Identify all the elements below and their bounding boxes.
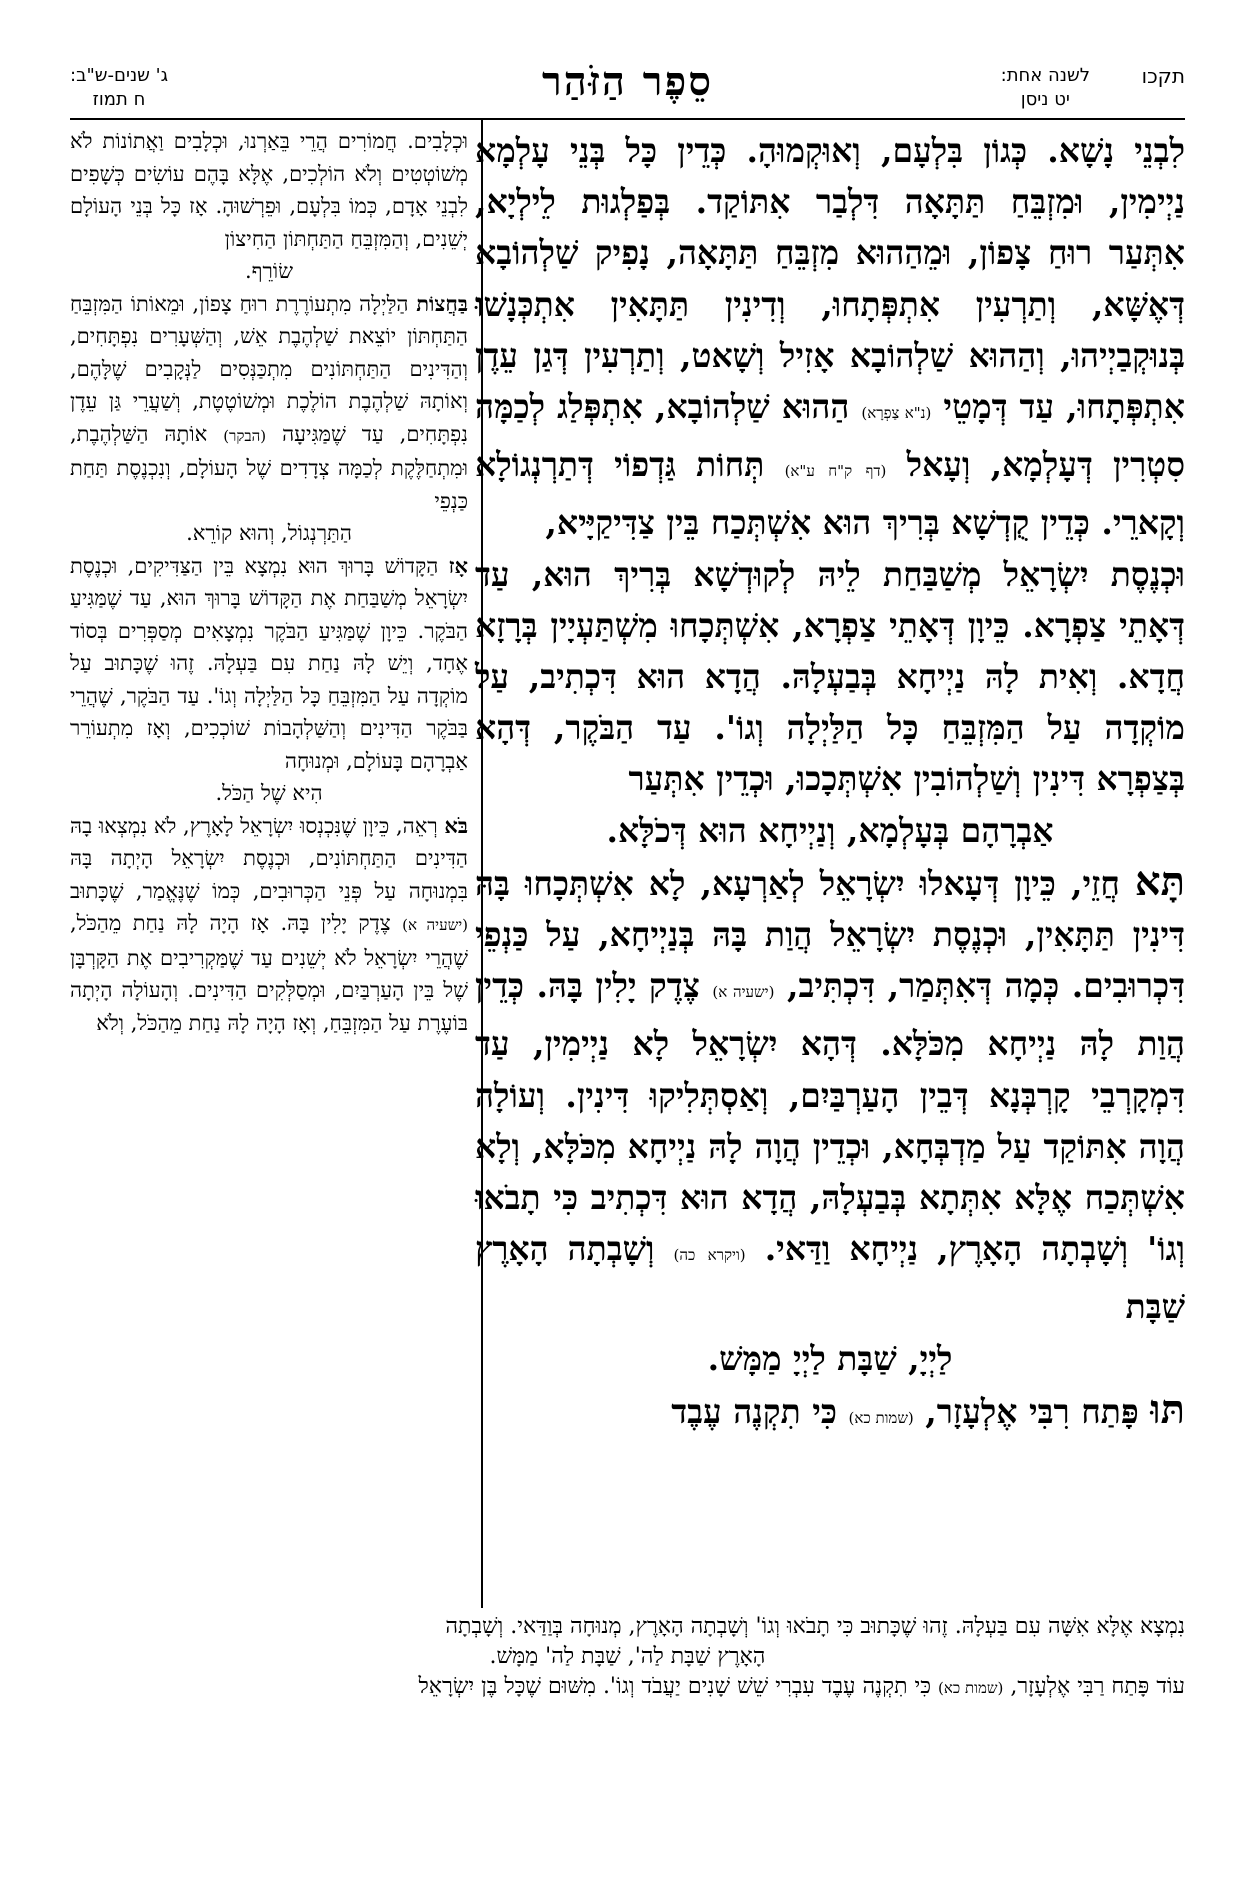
aramaic-column [475,125,1185,1444]
translation-paragraph [70,810,468,1040]
one-year-label: לשנה אחת: [1000,65,1090,86]
source-note: (שמות כא) [938,1679,1004,1697]
aramaic-line-end: לַיְיָ, שַׁבָּת לַיְיָ מַמָּשׁ. [707,1338,953,1378]
aramaic-text: כִּי תִקְנֶה עֶבֶד [671,1391,837,1431]
aramaic-paragraph [475,856,1185,1333]
three-year-label: ג' שנים-ש"ב: [70,65,169,86]
footer-text: כִּי תִקְנֶה עֶבֶד עִבְרִי שֵׁשׁ שָׁנִים יַעֲבֹד וְגוֹ'. מִשּׁוּם שֶׁכָּל בֶּן יִשְׂרָאֵל [418,1674,932,1699]
translation-text: וּכְלָבִים. חֲמוֹרִים הֲרֵי בֵּאַרְנוּ, וּכְלָבִים וַאֲתוֹנוֹת לֹא מְשׁוֹטְטִים וְלֹא הוֹלְכִים, אֶלָּא בָּהֶם עוֹשִׂים כְּשָׁפִים לִבְנֵי אָדָם, כְּמוֹ בִּלְעָם, וּפֵרְשׁוּהָ. אָז כָּל בְּנֵי הָעוֹלָם יְשֵׁנִים, וְהַמִּזְבֵּחַ הַתַּחְתּוֹן הַחִיצוֹן [70,129,468,251]
source-note: (ישעיה א) [712,983,775,1002]
source-note: (נ"א צַפְרָא) [861,404,932,423]
source-note: (ישעיה א) [402,916,468,934]
translation-paragraph [70,125,468,255]
translation-line-end: שׂוֹרֵף. [244,259,294,283]
translation-text: אוֹתָהּ הַשַּׁלְהֶבֶת, וּמִתְחַלֶּקֶת לְכַמָּה צְדָדִים שֶׁל הָעוֹלָם, וְנִכְנֶסֶת תַּחַת כַּנְפֵי [70,421,468,513]
translation-column [70,125,468,1039]
page-header [70,58,1185,118]
aramaic-text: וְשָׁבְתָה הָאָרֶץ שַׁבָּת [475,1229,1185,1327]
lead-word: תָּא [1134,857,1185,905]
source-note: (שמות כא) [848,1408,914,1427]
footer-line-end: הָאָרֶץ שַׁבָּת לַה', שַׁבָּת לַה' מַמָּשׁ. [489,1644,766,1669]
footer-text: עוֹד פָּתַח רַבִּי אֶלְעָזָר, [1010,1674,1185,1699]
aramaic-paragraph [475,1384,1185,1444]
header-rule [70,118,1185,120]
aramaic-text: וּכְנֶסֶת יִשְׂרָאֵל מְשַׁבַּחַת לֵיהּ לְקוּדְשָׁא בְּרִיךְ הוּא, עַד דְּאָתֵי צַפְרָא. כֵּיוָן דְּאָתֵי צַפְרָא, אִשְׁתְּכָחוּ מִשְׁתַּעְיָין בְּרָזָא חֲדָא. וְאִית לָהּ נַיְיחָא בְּבַעְלָהּ. הֲדָא הוּא דִּכְתִיב, עַל מוֹקְדָה עַל הַמִּזְבֵּחַ כָּל הַלַּיְלָה וְגוֹ'. עַד הַבֹּקֶר, דְּהָא בְּצַפְרָא דִּינִין וְשַׁלְהוֹבִין אִשְׁתְּכָכוּ, וּכְדֵין אִתְּעַר [475,554,1185,799]
footer-translation [70,1612,1185,1703]
three-year-schedule [70,64,168,112]
footer-paragraph [70,1672,1185,1703]
footer-text: נִמְצָא אֶלָּא אִשָּׁה עִם בַּעְלָהּ. זֶהוּ שֶׁכָּתוּב כִּי תָבֹאוּ וְגוֹ' וְשָׁבְתָה הָאָרֶץ, מְנוּחָה בְּוַדַּאי. וְשָׁבְתָה [445,1614,1185,1639]
translation-paragraph [70,288,468,518]
aramaic-text: צֶדֶק יָלִין בָּהּ. כְּדֵין הֲוַת לָהּ נַיְיחָא מִכֹּלָּא. דְּהָא יִשְׂרָאֵל לָא נַיְימִין, עַד דִּמְקָרְבֵי קָרְבְּנָא דְּבֵין הָעַרְבַּיִם, וְאַסְתְּלִיקוּ דִּינִין. וְעוֹלָה הֲוָה אִתּוֹקַד עַל מַדְבְּחָא, וּכְדֵין הֲוָה לָהּ נַיְיחָא מִכֹּלָּא, וְלָא אִשְׁתְּכַח אֶלָּא אִתְּתָא בְּבַעְלָהּ, הֲדָא הוּא דִּכְתִיב כִּי תָבֹאוּ וְגוֹ' וְשָׁבְתָה הָאָרֶץ, נַיְיחָא וַדַּאי. [475,966,1185,1269]
lead-word: אָז [448,552,468,578]
source-note: (ויקרא כה) [673,1246,746,1265]
aramaic-paragraph [475,125,1185,549]
translation-paragraph [70,550,468,778]
lead-word: בֹּא [444,812,468,838]
aramaic-line-end: אַבְרָהָם בְּעָלְמָא, וְנַיְיחָא הוּא דְּכֹלָּא. [606,810,1054,850]
aramaic-text: תְּחוֹת גַּדְפוֹי דְּתַרְנְגוֹלָא וְקָארֵי. כְּדֵין קֻדְשָׁא בְּרִיךְ הוּא אִשְׁתְּכַח בֵּין צַדִּיקַיָּיא, [475,445,1185,543]
translation-text: הַלַּיְלָה מִתְעוֹרֶרֶת רוּחַ צָפוֹן, וּמֵאוֹתוֹ הַמִּזְבֵּחַ הַתַּחְתּוֹן יוֹצֵאת שַׁלְהֶבֶת אֵשׁ, וְהַשְּׁעָרִים נִפְתָּחִים, וְהַדִּינִים הַתַּחְתּוֹנִים מִתְכַּנְּסִים לַנְּקָבִים שֶׁלָּהֶם, וְאוֹתָהּ שַׁלְהֶבֶת הוֹלֶכֶת וּמְשׁוֹטֶטֶת, וְשַׁעֲרֵי גַּן עֵדֶן נִפְתָּחִים, עַד שֶׁמַּגִּיעָה [70,291,468,446]
lead-word: בַּחֲצוֹת [416,290,468,316]
source-note: (דף ק"ח ע"א) [784,462,887,481]
one-year-date: יט ניסן [1020,89,1070,110]
footer-paragraph [70,1612,1185,1642]
translation-text: צֶדֶק יָלִין בָּהּ. אָז הָיָה לָהּ נַחַת מֵהַכֹּל, שֶׁהֲרֵי יִשְׂרָאֵל לֹא יְשֵׁנִים עַד שֶׁמַּקְרִיבִים אֶת הַקָּרְבָּן שֶׁל בֵּין הָעַרְבַּיִם, וּמְסַלְּקִים הַדִּינִים. וְהָעוֹלָה הָיְתָה בּוֹעֶרֶת עַל הַמִּזְבֵּחַ, וְאָז הָיָה לָהּ נַחַת מֵהַכֹּל, וְלֹא [70,911,468,1035]
translation-text: הַקָּדוֹשׁ בָּרוּךְ הוּא נִמְצָא בֵּין הַצַּדִּיקִים, וּכְנֶסֶת יִשְׂרָאֵל מְשַׁבַּחַת אֶת הַקָּדוֹשׁ בָּרוּךְ הוּא, עַד שֶׁמַּגִּיעַ הַבֹּקֶר. כֵּיוָן שֶׁמַּגִּיעַ הַבֹּקֶר נִמְצָאִים מְסַפְּרִים בְּסוֹד אֶחָד, וְיֵשׁ לָהּ נַחַת עִם בַּעְלָהּ. זֶהוּ שֶׁכָּתוּב עַל מוֹקְדָה עַל הַמִּזְבֵּחַ כָּל הַלַּיְלָה וְגוֹ'. עַד הַבֹּקֶר, שֶׁהֲרֵי בַּבֹּקֶר הַדִּינִים וְהַשַּׁלְהָבוֹת שׁוֹכְכִים, וְאָז מִתְעוֹרֵר אַבְרָהָם בָּעוֹלָם, וּמְנוּחָה [70,553,468,773]
page-number: תקכו [1141,64,1185,88]
book-title: סֵפֶר הַזֹּהַר [542,58,713,105]
translation-text: רְאֵה, כֵּיוָן שֶׁנִּכְנְסוּ יִשְׂרָאֵל לָאָרֶץ, לֹא נִמְצְאוּ בָהּ הַדִּינִים הַתַּחְתּוֹנִים, וּכְנֶסֶת יִשְׂרָאֵל הָיְתָה בָּהּ בִּמְנוּחָה עַל פְּנֵי הַכְּרוּבִים, כְּמוֹ שֶׁנֶּאֱמַר, שֶׁכָּתוּב [70,813,468,903]
source-note: (הבקר) [223,426,267,445]
translation-line-end: הִיא שֶׁל הַכֹּל. [215,781,323,805]
aramaic-text: פָּתַח רִבִּי אֶלְעָזָר, [925,1391,1139,1431]
lead-word: תּוּ [1150,1385,1185,1433]
aramaic-paragraph [475,549,1185,805]
aramaic-text: לִבְנֵי נָשָׁא. כְּגוֹן בִּלְעָם, וְאוּקְמוּהָ. כְּדֵין כָּל בְּנֵי עָלְמָא נַיְימִין, וּמִזְבֵּחַ תַּתָּאָה דִּלְבַר אִתּוֹקַד. בְּפַלְגוּת לֵילְיָא, אִתְּעַר רוּחַ צָפוֹן, וּמֵהַהוּא מִזְבֵּחַ תַּתָּאָה, נָפִיק שַׁלְהוֹבָא דְּאֶשָּׁא, וְתַרְעִין אִתְפְּתָחוּ, וְדִינִין תַּתָּאִין אִתְכְּנָשׁוּ בְּנוּקְבַיְיהוּ, וְהַהוּא שַׁלְהוֹבָא אָזִיל וְשָׁאט, וְתַרְעִין דְּגַן עֵדֶן אִתְפְּתָחוּ, עַד דְּמָטֵי [475,131,1185,427]
three-year-date: ח תמוז [92,89,146,110]
translation-line-end: הַתַּרְנְגוֹל, וְהוּא קוֹרֵא. [186,521,352,545]
aramaic-text: הַהוּא שַׁלְהוֹבָא, אִתְפְּלַג לְכַמָּה סִטְרִין דְּעָלְמָא, וְעָאל [475,387,1185,485]
aramaic-text: חֲזֵי, כֵּיוָן דְּעָאלוּ יִשְׂרָאֵל לְאַרְעָא, לָא אִשְׁתְּכָחוּ בָּהּ דִּינִין תַּתָּאִין, וּכְנֶסֶת יִשְׂרָאֵל הֲוַת בָּהּ בְּנַיְיחָא, עַל כַּנְפֵי דִּכְרוּבִים. כְּמָה דְּאִתְּמַר, דִּכְתִּיב, [475,863,1185,1006]
